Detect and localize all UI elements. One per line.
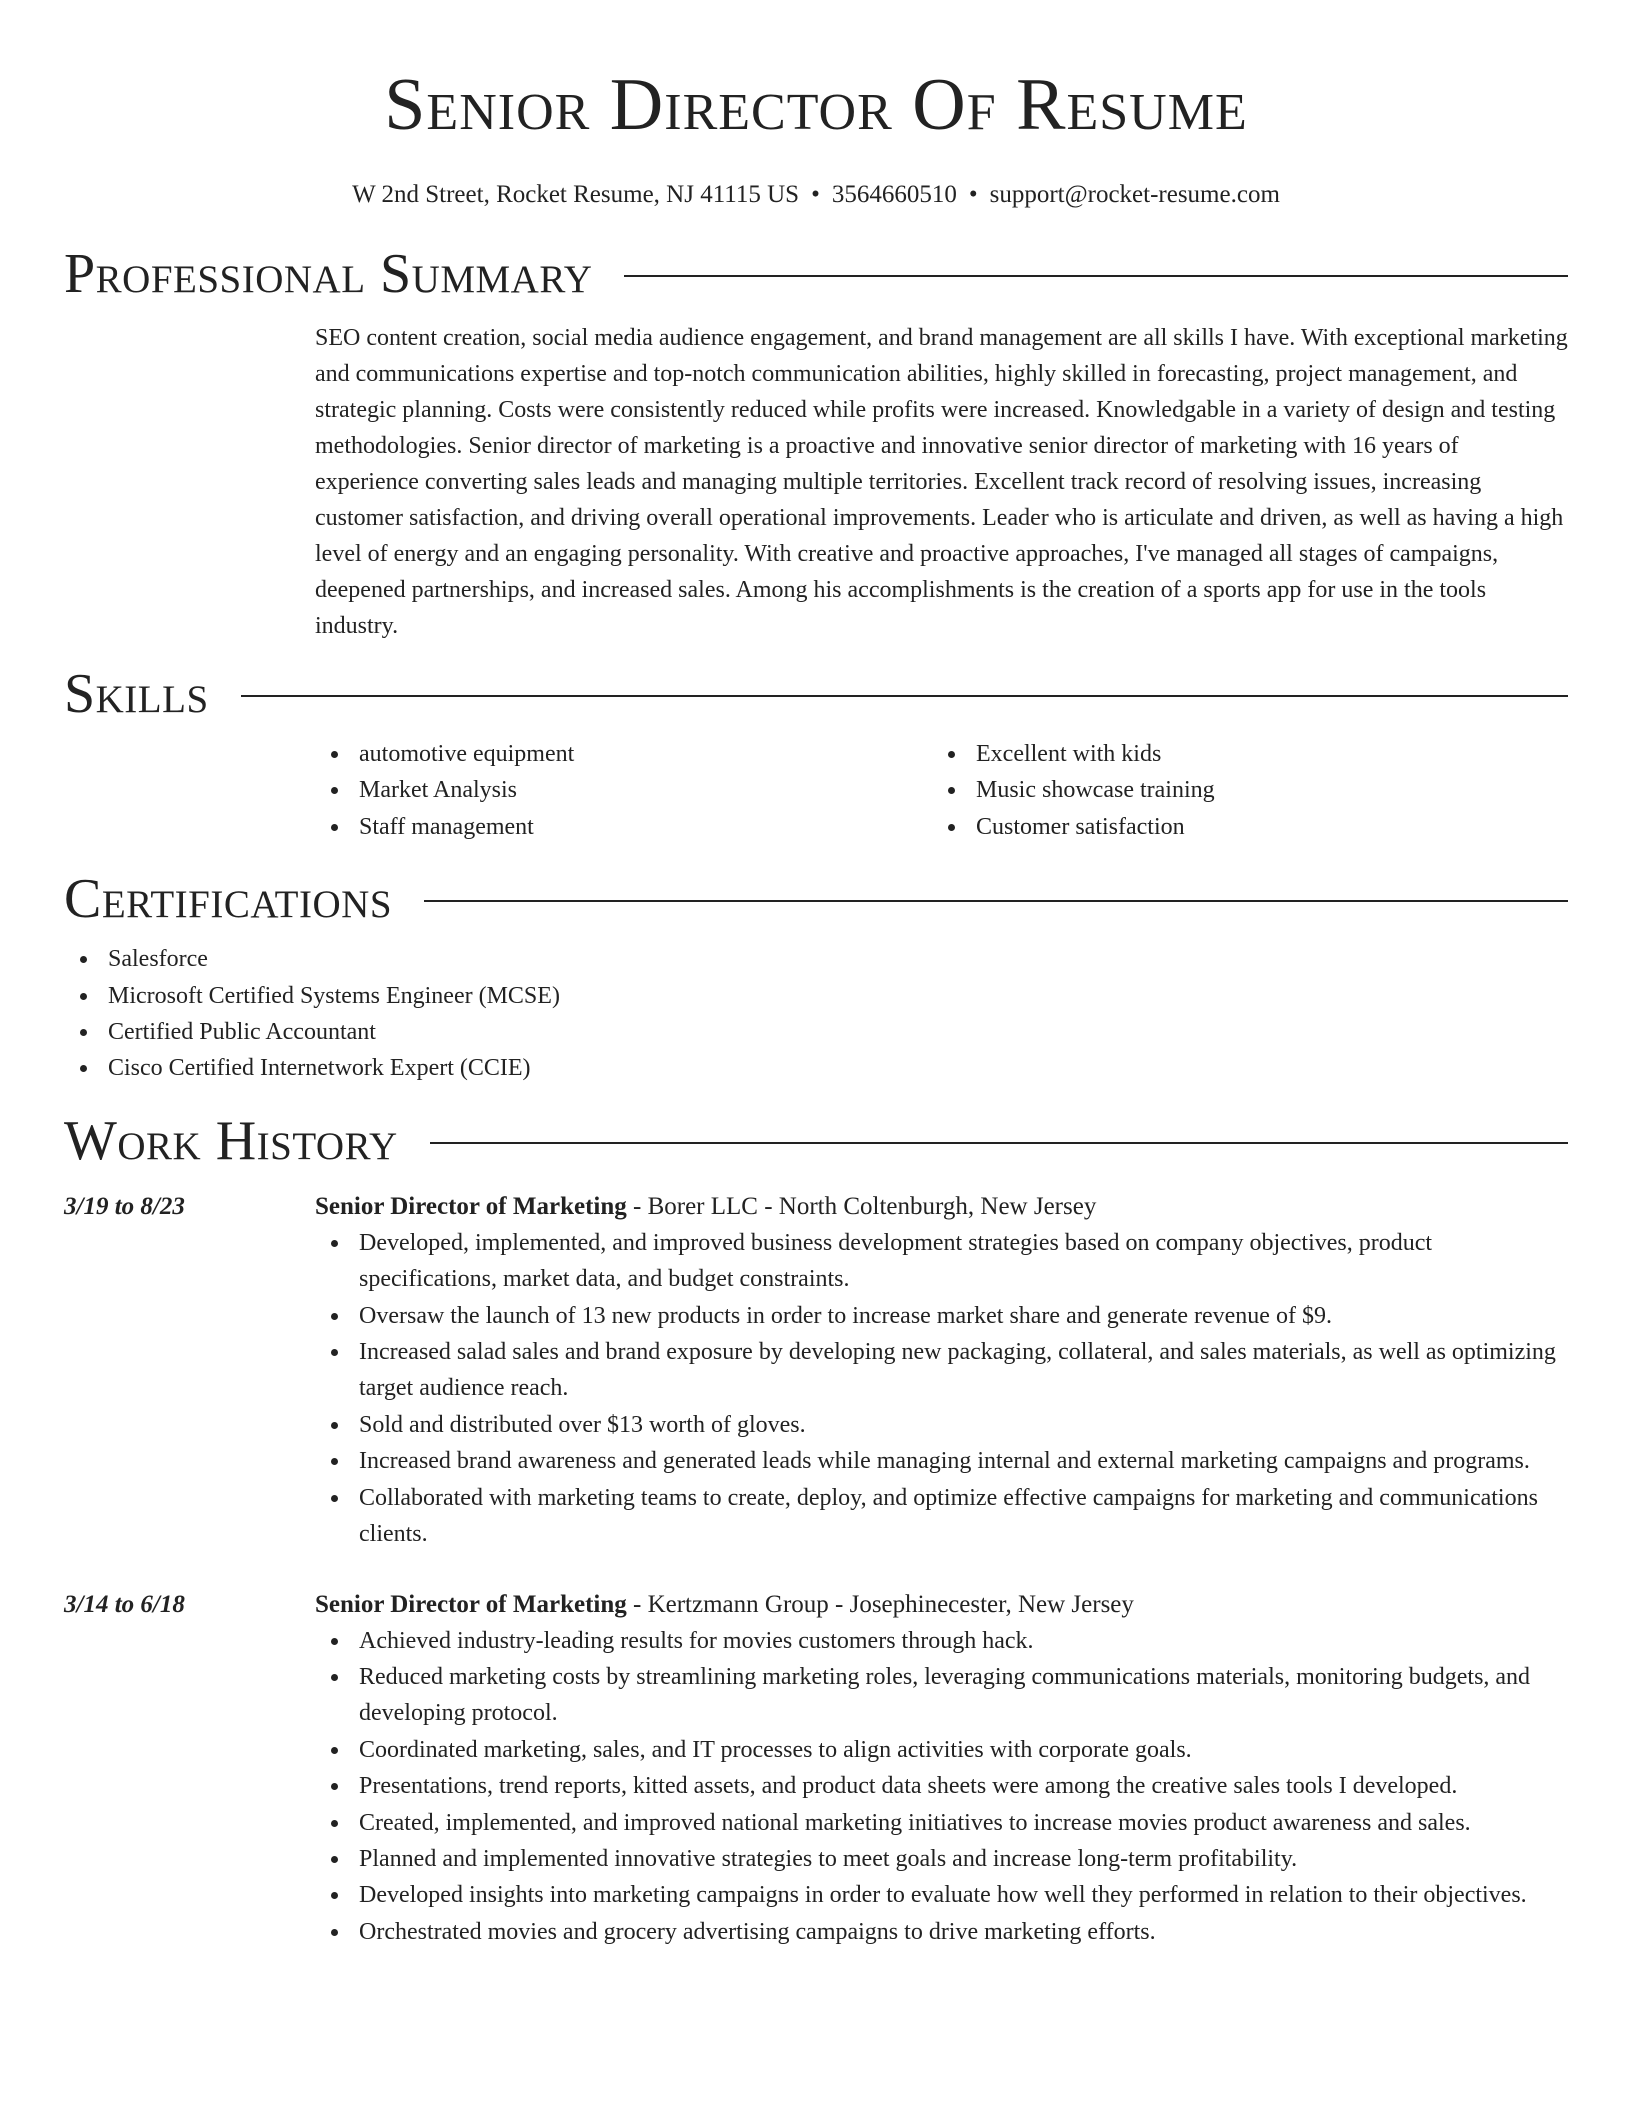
contact-line xyxy=(64,178,1568,212)
certification-item: Certified Public Accountant xyxy=(64,1014,1568,1050)
job-bullet: Developed, implemented, and improved business development strategies based on company objectives, product specifications, market data, and budget constraints. xyxy=(315,1225,1568,1298)
job-heading xyxy=(315,1189,1568,1225)
job-role: Senior Director of Marketing xyxy=(315,1192,627,1220)
skills-grid xyxy=(315,736,1568,845)
skill-item: Music showcase training xyxy=(932,772,1432,808)
contact-address: W 2nd Street, Rocket Resume, NJ 41115 US xyxy=(352,181,800,208)
contact-separator: • xyxy=(811,181,820,208)
work-history-section xyxy=(64,1109,1568,1950)
job-role: Senior Director of Marketing xyxy=(315,1590,627,1618)
job-details xyxy=(315,1587,1568,1951)
job-bullet-list xyxy=(315,1623,1568,1951)
job-bullet: Oversaw the launch of 13 new products in order to increase market share and generate revenue of $9. xyxy=(315,1298,1568,1334)
section-title-certifications: Certifications xyxy=(64,868,393,931)
contact-email: support@rocket-resume.com xyxy=(989,181,1280,208)
job-bullet: Orchestrated movies and grocery advertising campaigns to drive marketing efforts. xyxy=(315,1914,1568,1950)
skills-section xyxy=(64,662,1568,845)
job-bullet: Created, implemented, and improved national marketing initiatives to increase movies product awareness and sales. xyxy=(315,1805,1568,1841)
certification-item: Cisco Certified Internetwork Expert (CCIE) xyxy=(64,1050,1568,1086)
certification-item: Salesforce xyxy=(64,941,1568,977)
job-bullet-list xyxy=(315,1225,1568,1553)
job-dates: 3/14 to 6/18 xyxy=(64,1590,185,1618)
job-bullet: Achieved industry-leading results for movies customers through hack. xyxy=(315,1623,1568,1659)
resume-name: Senior Director Of Resume xyxy=(384,64,1248,146)
certifications-list xyxy=(64,941,1568,1087)
skills-list-left xyxy=(315,736,932,845)
skill-item: Excellent with kids xyxy=(932,736,1432,772)
section-header xyxy=(64,867,1568,931)
certification-item: Microsoft Certified Systems Engineer (MCSE) xyxy=(64,978,1568,1014)
section-title-skills: Skills xyxy=(64,663,209,725)
section-header xyxy=(64,1109,1568,1173)
job-heading xyxy=(315,1587,1568,1623)
job-employer: - Kertzmann Group - Josephinecester, New Jersey xyxy=(626,1590,1134,1618)
job-details xyxy=(315,1189,1568,1553)
section-divider xyxy=(424,900,1568,902)
summary-section xyxy=(64,242,1568,644)
summary-text: SEO content creation, social media audience engagement, and brand management are all skills I have. With exceptional marketing and communications expertise and top-notch communication abilities, highly skilled in forecasting, project management, and strategic planning. Costs were consistently reduced while profits were increased. Knowledgable in a variety of design and testing methodologies. Senior director of marketing is a proactive and innovative senior director of marketing with 16 years of experience converting sales leads and managing multiple territories. Excellent track record of resolving issues, increasing customer satisfaction, and driving overall operational improvements. Leader who is articulate and driven, as well as having a high level of energy and an engaging personality. With creative and proactive approaches, I've managed all stages of campaigns, deepened partnerships, and increased sales. Among his accomplishments is the creation of a sports app for use in the tools industry. xyxy=(315,325,1568,639)
job-employer: - Borer LLC - North Coltenburgh, New Jersey xyxy=(626,1192,1097,1220)
job-bullet: Sold and distributed over $13 worth of gloves. xyxy=(315,1407,1568,1443)
skill-item: automotive equipment xyxy=(315,736,932,772)
job-bullet: Increased brand awareness and generated leads while managing internal and external marketing campaigns and programs. xyxy=(315,1443,1568,1479)
section-header xyxy=(64,242,1568,306)
skill-item: Market Analysis xyxy=(315,772,932,808)
certifications-section xyxy=(64,867,1568,1087)
section-title-work-history: Work History xyxy=(64,1109,398,1172)
contact-phone: 3564660510 xyxy=(831,181,957,208)
section-header xyxy=(64,662,1568,726)
job-entry xyxy=(64,1587,1568,1951)
section-divider xyxy=(624,275,1568,277)
section-divider xyxy=(430,1142,1568,1144)
skills-list-right xyxy=(932,736,1432,845)
skill-item: Staff management xyxy=(315,809,932,845)
job-dates: 3/19 to 8/23 xyxy=(64,1192,185,1220)
job-bullet: Collaborated with marketing teams to create, deploy, and optimize effective campaigns for marketing and communications clients. xyxy=(315,1480,1568,1553)
job-bullet: Presentations, trend reports, kitted assets, and product data sheets were among the creative sales tools I developed. xyxy=(315,1768,1568,1804)
section-title-summary: Professional Summary xyxy=(64,243,593,305)
skill-item: Customer satisfaction xyxy=(932,809,1432,845)
job-bullet: Coordinated marketing, sales, and IT processes to align activities with corporate goals. xyxy=(315,1732,1568,1768)
job-bullet: Developed insights into marketing campaigns in order to evaluate how well they performed in relation to their objectives. xyxy=(315,1877,1568,1913)
job-bullet: Increased salad sales and brand exposure by developing new packaging, collateral, and sales materials, as well as optimizing target audience reach. xyxy=(315,1334,1568,1407)
contact-separator: • xyxy=(968,181,978,208)
job-bullet: Planned and implemented innovative strategies to meet goals and increase long-term profitability. xyxy=(315,1841,1568,1877)
section-divider xyxy=(241,695,1568,697)
job-entry xyxy=(64,1189,1568,1553)
job-bullet: Reduced marketing costs by streamlining marketing roles, leveraging communications materials, monitoring budgets, and developing protocol. xyxy=(315,1659,1568,1732)
